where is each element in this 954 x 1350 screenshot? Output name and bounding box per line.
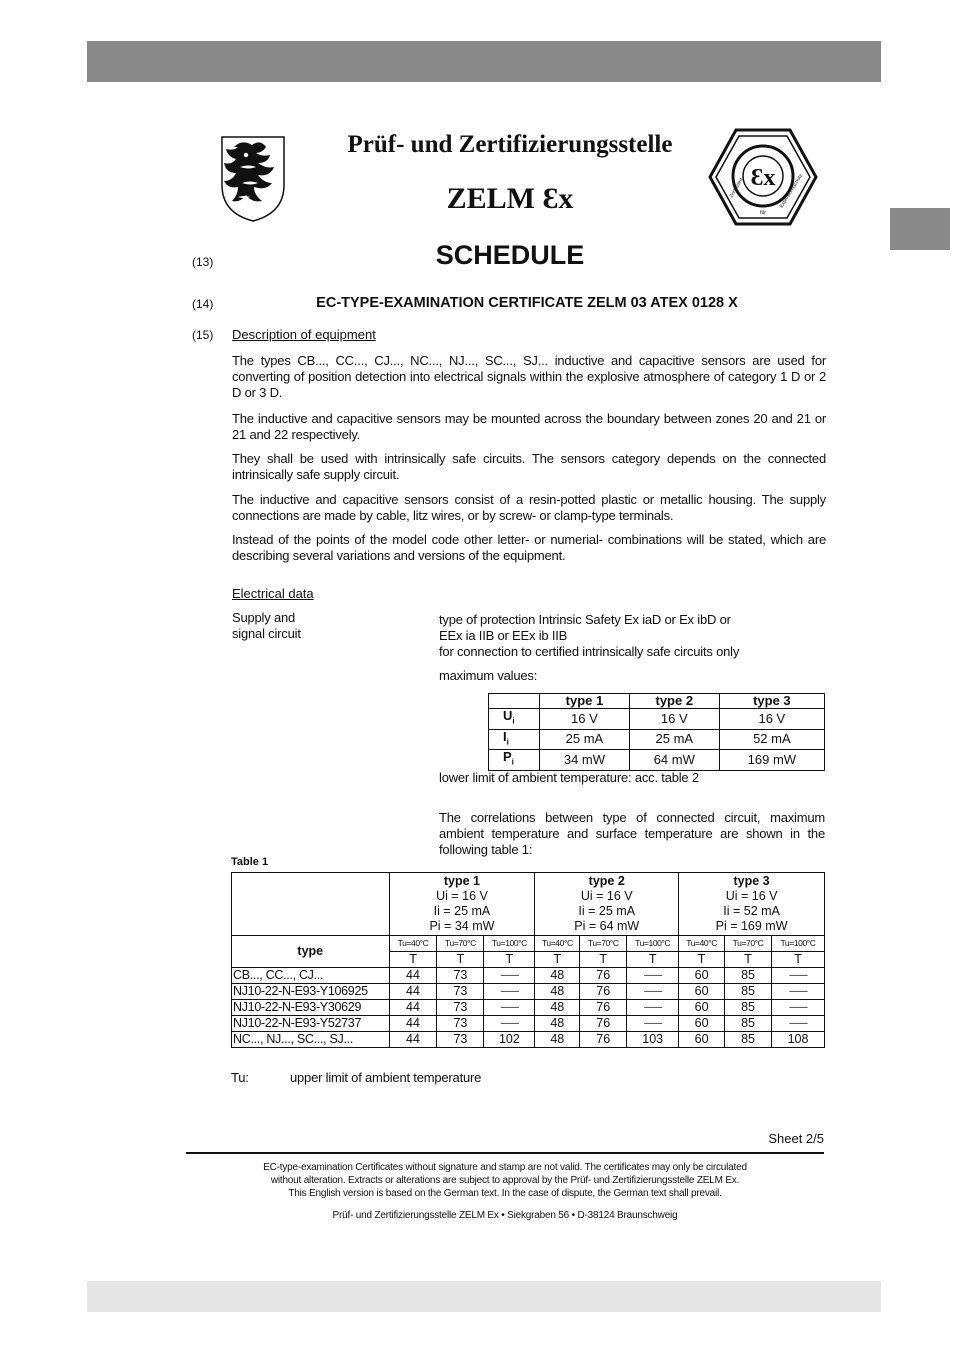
table-row: NJ10-22-N-E93-Y30629 44 73 --------- 48 76 --------- 60 85 --------- — [232, 1000, 825, 1016]
side-tab — [890, 208, 950, 250]
table-row: NJ10-22-N-E93-Y106925 44 73 --------- 48 76 --------- 60 85 --------- — [232, 984, 825, 1000]
group-type-1: type 1 Ui = 16 V Ii = 25 mA Pi = 34 mW — [389, 873, 535, 936]
ex-ring-text-bottom: für — [760, 210, 766, 216]
ex-symbol: Ɛx — [750, 165, 776, 191]
item-number-14: (14) — [192, 297, 214, 311]
tu-header-row: type Tu=40°C Tu=70°C Tu=100°C Tu=40°C Tu=70°C Tu=100°C Tu=40°C Tu=70°C Tu=100°C — [232, 936, 825, 952]
description-paragraph: The types CB..., CC..., CJ..., NC..., NJ..., SC..., SJ... inductive and capacitive sensors are used for converting of position detection into electrical signals within the explosive atmosphere of category 1 D or 2 D or 3 D. — [232, 353, 826, 400]
correlation-text: The correlations between type of connected circuit, maximum ambient temperature and surface temperature are shown in the following table 1: — [439, 810, 825, 857]
description-paragraph: Instead of the points of the model code other letter- or numerial- combinations will be stated, which are describing several variations and versions of the equipment. — [232, 532, 826, 563]
lower-limit-text: lower limit of ambient temperature: acc. table 2 — [439, 770, 699, 785]
table-row: CB..., CC..., CJ... 44 73 --------- 48 76 --------- 60 85 --------- — [232, 968, 825, 984]
tu-note-label: Tu: — [231, 1070, 249, 1085]
type-column-header: type — [232, 936, 390, 968]
table-row: $U_i$ 16 V 16 V 16 V — [489, 709, 825, 730]
description-paragraph: They shall be used with intrinsically safe circuits. The sensors category depends on the connected intrinsically safe supply circuit. — [232, 451, 826, 482]
item-number-15: (15) — [192, 328, 214, 342]
group-type-3: type 3 Ui = 16 V Ii = 52 mA Pi = 169 mW — [679, 873, 825, 936]
header-bar — [87, 41, 881, 82]
group-header-row — [232, 873, 825, 936]
certificate-title: EC-TYPE-EXAMINATION CERTIFICATE ZELM 03 ATEX 0128 X — [316, 295, 738, 311]
table-row: NC..., NJ..., SC..., SJ... 44 73 102 48 76 103 60 85 108 — [232, 1032, 825, 1048]
table-row: NJ10-22-N-E93-Y52737 44 73 --------- 48 76 --------- 60 85 --------- — [232, 1016, 825, 1032]
org-title: Prüf- und Zertifizierungsstelle — [347, 131, 673, 158]
description-paragraph: The inductive and capacitive sensors consist of a resin-potted plastic or metallic housing. The supply connections are made by cable, litz wires, or by screw- or clamp-type terminals. — [232, 492, 826, 523]
ex-ring-text-left: Zertifiziert — [728, 176, 745, 199]
ex-ring-text-right: Explosionsschutz — [778, 173, 805, 210]
t-header-row: T T T T T T T T T — [232, 952, 825, 968]
ex-hexagon-mark — [708, 128, 818, 226]
footer-disclaimer: EC-type-examination Certificates without signature and stamp are not valid. The certificates may only be circulated without alteration. Extracts or alterations are subject to approval by the Prüf- und Zertifizierungsstelle ZELM Ex. This English version is based on the German text. In the case of dispute, the German text shall prevail. — [263, 1162, 747, 1199]
footer-address: Prüf- und Zertifizierungsstelle ZELM Ex • Siekgraben 56 • D-38124 Braunschweig — [332, 1210, 678, 1221]
description-heading: Description of equipment — [232, 327, 376, 342]
max-values-label: maximum values: — [439, 668, 538, 683]
group-type-2: type 2 Ui = 16 V Ii = 25 mA Pi = 64 mW — [535, 873, 679, 936]
max-values-table — [488, 693, 825, 771]
tu-note-text: upper limit of ambient temperature — [290, 1070, 482, 1085]
electrical-heading: Electrical data — [232, 586, 314, 601]
footer-divider — [186, 1152, 824, 1154]
description-paragraph: The inductive and capacitive sensors may be mounted across the boundary between zones 20 and 21 or 21 and 22 respectively. — [232, 411, 826, 442]
table-row: $I_i$ 25 mA 25 mA 52 mA — [489, 729, 825, 750]
max-values-header-row: type 1 type 2 type 3 — [489, 694, 825, 709]
protection-text: type of protection Intrinsic Safety Ex iaD or Ex ibD or EEx ia IIB or EEx ib IIB for connection to certified intrinsically safe circuits only — [439, 612, 740, 659]
table-row: $P_i$ 34 mW 64 mW 169 mW — [489, 750, 825, 771]
lion-crest-icon — [216, 133, 290, 223]
temperature-table — [231, 872, 825, 1048]
table1-caption: Table 1 — [231, 856, 269, 868]
footer-bar — [87, 1281, 881, 1312]
item-number-13: (13) — [192, 255, 214, 269]
org-subtitle: ZELM Ɛx — [446, 182, 574, 215]
sheet-number: Sheet 2/5 — [768, 1131, 824, 1146]
schedule-title: SCHEDULE — [435, 240, 585, 270]
supply-label: Supply and signal circuit — [232, 610, 301, 641]
